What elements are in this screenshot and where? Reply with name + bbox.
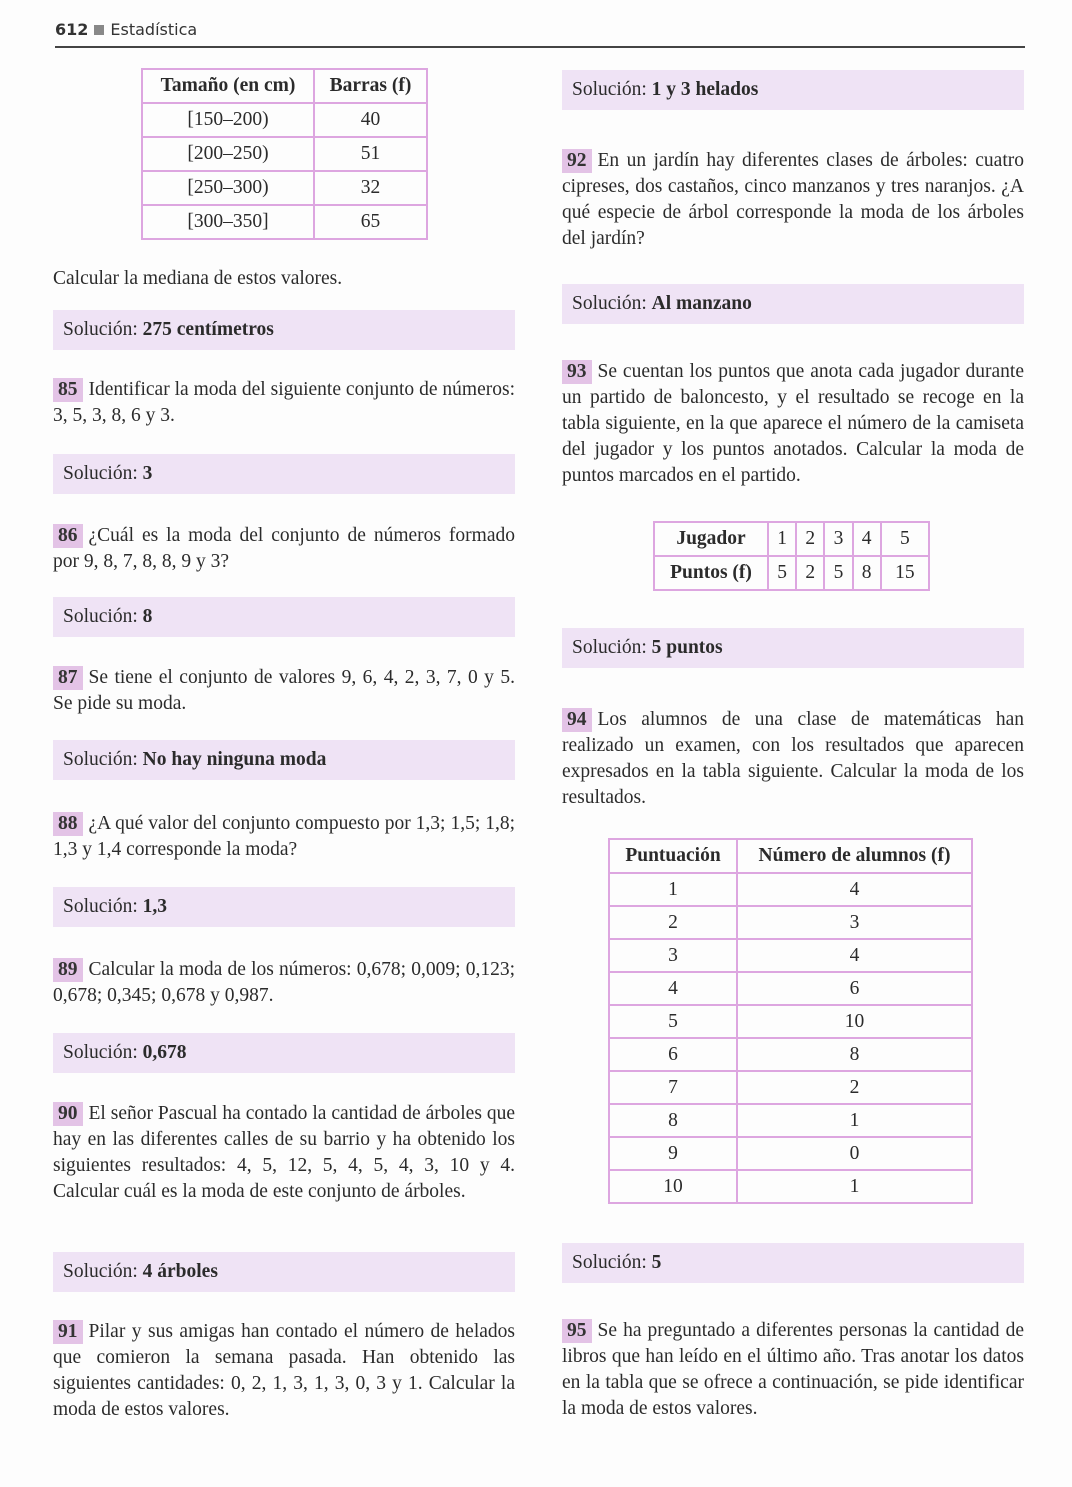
exercise-text: Se cuentan los puntos que anota cada jugador durante un partido de baloncesto, y el resultado se recoge en la tabla siguiente, en la que aparece el número de la camiseta del jugador y los puntos anotados. Calcular la moda de puntos marcados en el partido. <box>562 361 1024 486</box>
table-cell: 7 <box>609 1071 737 1104</box>
exercise-85 <box>53 377 515 429</box>
solution-label: Solución: <box>63 896 138 917</box>
table-cell: 2 <box>796 556 824 590</box>
solution-box <box>562 1243 1024 1283</box>
table-cell: 4 <box>737 939 972 972</box>
table-cell: 4 <box>609 972 737 1005</box>
section-title: Estadística <box>110 20 198 39</box>
table-cell: 1 <box>737 1170 972 1203</box>
exercise-number: 95 <box>562 1319 592 1343</box>
table-header: Barras (f) <box>314 69 427 103</box>
exercise-number: 90 <box>53 1102 83 1126</box>
exercise-92 <box>562 148 1024 252</box>
table-cell: 2 <box>737 1071 972 1104</box>
solution-label: Solución: <box>63 319 138 340</box>
table-cell: 3 <box>737 906 972 939</box>
table-cell: 5 <box>824 556 852 590</box>
exercise-91 <box>53 1319 515 1423</box>
table-cell: 2 <box>796 522 824 556</box>
exercise-text: ¿A qué valor del conjunto compuesto por 1,3; 1,5; 1,8; 1,3 y 1,4 corresponde la moda? <box>53 813 515 860</box>
table-cell: [200–250) <box>142 137 314 171</box>
row-header: Puntos (f) <box>654 556 768 590</box>
row-header: Jugador <box>654 522 768 556</box>
exercise-94 <box>562 707 1024 811</box>
table-cell: 4 <box>853 522 881 556</box>
table-cell: 8 <box>609 1104 737 1137</box>
exercise-number: 92 <box>562 149 592 173</box>
table-cell: 3 <box>824 522 852 556</box>
table-cell: 1 <box>609 873 737 906</box>
exercise-text: Pilar y sus amigas han contado el número de helados que comieron la semana pasada. Han obtenido las siguientes cantidades: 0, 2, 1, 3, 1, 3, 0, 3 y 1. Calcular la moda de estos valores. <box>53 1321 515 1420</box>
exercise-93 <box>562 359 1024 489</box>
table-cell: 2 <box>609 906 737 939</box>
exercise-number: 93 <box>562 360 592 384</box>
solution-label: Solución: <box>63 1261 138 1282</box>
exercise-number: 85 <box>53 378 83 402</box>
exercise-text: Identificar la moda del siguiente conjunto de números: 3, 5, 3, 8, 6 y 3. <box>53 379 515 426</box>
solution-value: 3 <box>142 463 153 484</box>
solution-value: 8 <box>142 606 153 627</box>
solution-box <box>562 70 1024 110</box>
table-cell: 51 <box>314 137 427 171</box>
scores-table <box>608 838 973 1204</box>
solution-label: Solución: <box>572 637 647 658</box>
exercise-86 <box>53 523 515 575</box>
table-cell: [250–300) <box>142 171 314 205</box>
solution-label: Solución: <box>572 1252 647 1273</box>
exercise-89 <box>53 957 515 1009</box>
table-cell: 0 <box>737 1137 972 1170</box>
table-cell: [300–350] <box>142 205 314 239</box>
exercise-number: 88 <box>53 812 83 836</box>
solution-value: 5 puntos <box>651 637 723 658</box>
table-cell: 6 <box>609 1038 737 1071</box>
solution-value: 5 <box>651 1252 662 1273</box>
table-cell: 65 <box>314 205 427 239</box>
table-cell: 1 <box>768 522 796 556</box>
table-cell: 8 <box>737 1038 972 1071</box>
exercise-text: En un jardín hay diferentes clases de árboles: cuatro cipreses, dos castaños, cinco manzanos y tres naranjos. ¿A qué especie de árbol corresponde la moda de los árboles del jardín? <box>562 150 1024 249</box>
exercise-number: 94 <box>562 708 592 732</box>
solution-label: Solución: <box>63 749 138 770</box>
page-header <box>55 20 1025 48</box>
table-cell: 9 <box>609 1137 737 1170</box>
solution-value: 1,3 <box>142 896 168 917</box>
exercise-text: ¿Cuál es la moda del conjunto de números formado por 9, 8, 7, 8, 8, 9 y 3? <box>53 525 515 572</box>
solution-value: 4 árboles <box>142 1261 218 1282</box>
solution-value: 1 y 3 helados <box>651 79 759 100</box>
table-header: Número de alumnos (f) <box>737 839 972 873</box>
solution-value: 275 centímetros <box>142 319 274 340</box>
exercise-text: El señor Pascual ha contado la cantidad de árboles que hay en las diferentes calles de su barrio y ha obtenido los siguientes resultados: 4, 5, 12, 5, 4, 5, 4, 3, 10 y 4. Calcular cuál es la moda de este conjunto de árboles. <box>53 1103 515 1202</box>
solution-box <box>562 628 1024 668</box>
exercise-text: Se ha preguntado a diferentes personas la cantidad de libros que han leído en el último año. Tras anotar los datos en la tabla que se ofrece a continuación, se pide identificar la moda de estos valores. <box>562 1320 1024 1419</box>
table-cell: 32 <box>314 171 427 205</box>
exercise-text: Los alumnos de una clase de matemáticas han realizado un examen, con los resultados que aparecen expresados en la tabla siguiente. Calcular la moda de los resultados. <box>562 709 1024 808</box>
table-header: Tamaño (en cm) <box>142 69 314 103</box>
table-cell: 40 <box>314 103 427 137</box>
solution-box <box>53 740 515 780</box>
exercise-88 <box>53 811 515 863</box>
solution-value: No hay ninguna moda <box>142 749 327 770</box>
solution-box <box>53 310 515 350</box>
exercise-number: 89 <box>53 958 83 982</box>
intro-text: Calcular la mediana de estos valores. <box>53 268 343 289</box>
solution-label: Solución: <box>63 606 138 627</box>
table-cell: 1 <box>737 1104 972 1137</box>
solution-box <box>53 454 515 494</box>
solution-value: 0,678 <box>142 1042 187 1063</box>
page-number: 612 <box>55 20 89 39</box>
table-cell: 8 <box>853 556 881 590</box>
table-cell: 5 <box>609 1005 737 1038</box>
table-cell: 15 <box>881 556 929 590</box>
exercise-90 <box>53 1101 515 1205</box>
solution-box <box>562 284 1024 324</box>
solution-label: Solución: <box>572 79 647 100</box>
table-cell: 3 <box>609 939 737 972</box>
table-header: Puntuación <box>609 839 737 873</box>
solution-value: Al manzano <box>651 293 752 314</box>
solution-box <box>53 1033 515 1073</box>
players-table <box>653 521 930 591</box>
solution-box <box>53 597 515 637</box>
table-cell: 10 <box>609 1170 737 1203</box>
solution-label: Solución: <box>63 1042 138 1063</box>
table-cell: 5 <box>881 522 929 556</box>
exercise-number: 87 <box>53 666 83 690</box>
table-cell: 4 <box>737 873 972 906</box>
square-icon <box>94 25 104 35</box>
exercise-text: Se tiene el conjunto de valores 9, 6, 4, 2, 3, 7, 0 y 5. Se pide su moda. <box>53 667 515 714</box>
exercise-text: Calcular la moda de los números: 0,678; 0,009; 0,123; 0,678; 0,345; 0,678 y 0,987. <box>53 959 515 1006</box>
sizes-table <box>141 68 428 240</box>
solution-label: Solución: <box>63 463 138 484</box>
solution-box <box>53 887 515 927</box>
table-cell: 6 <box>737 972 972 1005</box>
table-cell: [150–200) <box>142 103 314 137</box>
solution-box <box>53 1252 515 1292</box>
solution-label: Solución: <box>572 293 647 314</box>
exercise-number: 91 <box>53 1320 83 1344</box>
exercise-95 <box>562 1318 1024 1422</box>
table-cell: 10 <box>737 1005 972 1038</box>
exercise-87 <box>53 665 515 717</box>
table-cell: 5 <box>768 556 796 590</box>
exercise-number: 86 <box>53 524 83 548</box>
